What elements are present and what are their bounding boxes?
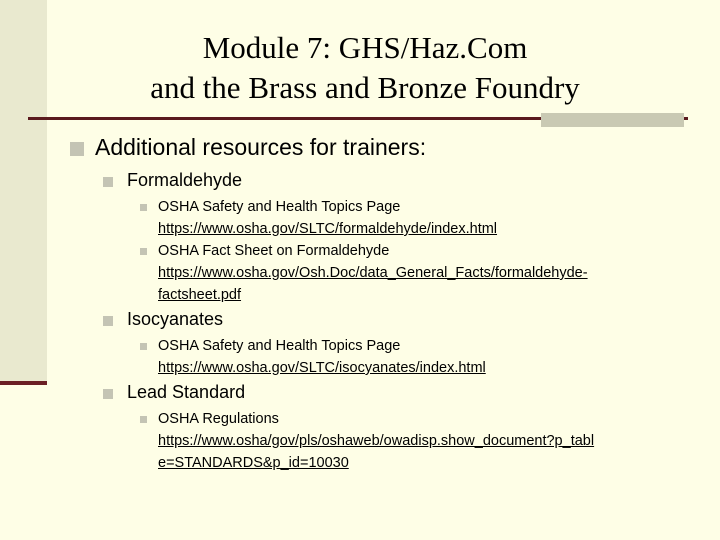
- bullet-level2: [103, 316, 113, 326]
- topic-label-formaldehyde: Formaldehyde: [127, 170, 243, 190]
- title-line-1: Module 7: GHS/Haz.Com: [202, 30, 528, 65]
- resource-title: OSHA Fact Sheet on Formaldehyde: [158, 243, 390, 259]
- resource-item: [158, 408, 594, 474]
- bullet-level2: [103, 177, 113, 187]
- bullet-level1: [70, 142, 84, 156]
- resource-link[interactable]: https://www.osha.gov/SLTC/formaldehyde/index.html: [158, 221, 498, 237]
- title-line-2: and the Brass and Bronze Foundry: [150, 70, 580, 105]
- section-heading: Additional resources for trainers:: [95, 134, 427, 160]
- bullet-level3: [140, 248, 147, 255]
- bullet-level2: [103, 389, 113, 399]
- resource-item: [158, 335, 486, 379]
- resource-link-continuation[interactable]: e=STANDARDS&p_id=10030: [158, 455, 349, 471]
- slide-title: [60, 28, 670, 108]
- bullet-level3: [140, 416, 147, 423]
- resource-link[interactable]: https://www.osha.gov/Osh.Doc/data_General_Facts/formaldehyde-: [158, 265, 588, 281]
- resource-link[interactable]: https://www.osha/gov/pls/oshaweb/owadisp.show_document?p_tabl: [158, 433, 595, 449]
- bullet-level3: [140, 204, 147, 211]
- sidebar-decoration: [0, 0, 47, 383]
- resource-link-continuation[interactable]: factsheet.pdf: [158, 287, 242, 303]
- topic-label-isocyanates: Isocyanates: [127, 309, 224, 329]
- sidebar-accent-line: [0, 381, 47, 385]
- resource-title: OSHA Safety and Health Topics Page: [158, 338, 401, 354]
- topic-label-lead-standard: Lead Standard: [127, 382, 246, 402]
- resource-item: [158, 240, 588, 306]
- divider-accent: [541, 113, 684, 127]
- resource-link[interactable]: https://www.osha.gov/SLTC/isocyanates/index.html: [158, 360, 486, 376]
- resource-item: [158, 196, 497, 240]
- bullet-level3: [140, 343, 147, 350]
- resource-title: OSHA Safety and Health Topics Page: [158, 199, 401, 215]
- resource-title: OSHA Regulations: [158, 411, 279, 427]
